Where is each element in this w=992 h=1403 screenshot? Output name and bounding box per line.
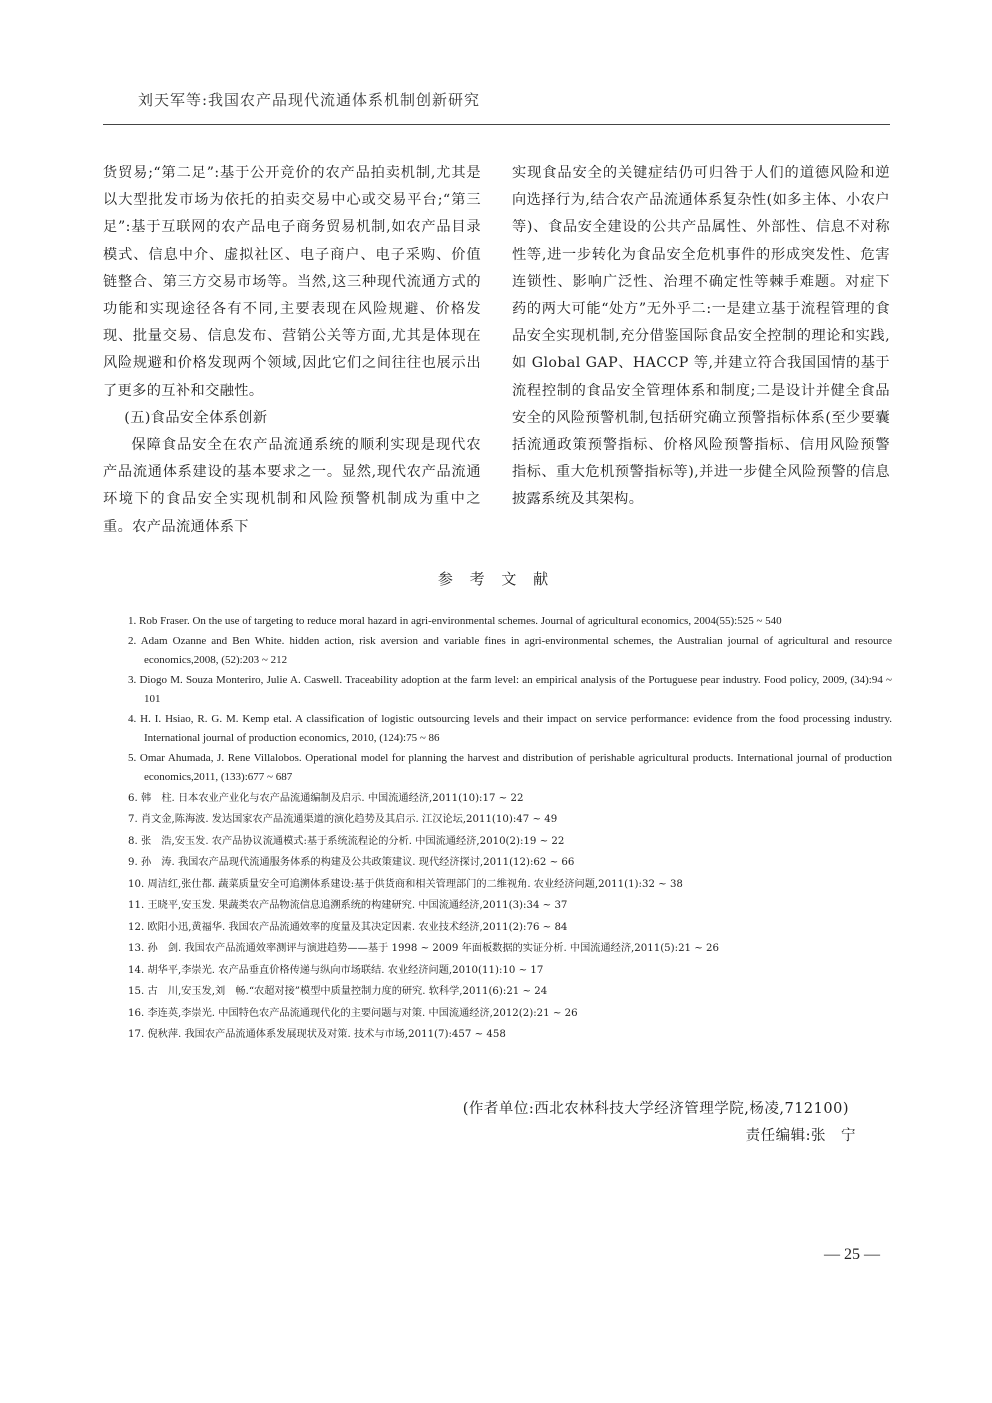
paragraph-circulation-modes: 货贸易;“第二足”:基于公开竞价的农产品拍卖机制,尤其是以大型批发市场为依托的拍卖交易中心或交易平台;“第三足”:基于互联网的农产品电子商务贸易机制,如农产品目录模式、信息中介、虚拟社区、电子商户、电子采购、价值链整合、第三方交易市场等。当然,这三种现代流通方式的功能和实现途径各有不同,主要表现在风险规避、价格发现、批量交易、信息发布、营销公关等方面,尤其是体现在风险规避和价格发现两个领域,因此它们之间往往也展示出了更多的互补和交融性。 <box>103 165 481 399</box>
running-title: 刘天军等:我国农产品现代流通体系机制创新研究 <box>138 91 481 109</box>
reference-item: 10. 周洁红,张仕都. 蔬菜质量安全可追溯体系建设:基于供货商和相关管理部门的二维视角. 农业经济问题,2011(1):32 ~ 38 <box>128 878 683 890</box>
reference-item: 4. H. I. Hsiao, R. G. M. Kemp etal. A classification of logistic outsourcing levels and their impact on service performance: evidence from the food processing industry. International journal of production economics, 2010, (124):75 ~ 86 <box>128 712 892 744</box>
reference-item: 8. 张 浩,安玉发. 农产品协议流通模式:基于系统流程论的分析. 中国流通经济,2010(2):19 ~ 22 <box>128 835 565 847</box>
reference-item: 5. Omar Ahumada, J. Rene Villalobos. Operational model for planning the harvest and distribution of perishable agricultural products. International journal of production economics,2011, (133):677 ~ 687 <box>128 751 892 783</box>
page-number: — 25 — <box>824 1246 880 1263</box>
reference-item: 11. 王晓平,安玉发. 果蔬类农产品物流信息追溯系统的构建研究. 中国流通经济,2011(3):34 ~ 37 <box>128 900 568 911</box>
reference-item: 3. Diogo M. Souza Monteriro, Julie A. Caswell. Traceability adoption at the farm level: an empirical analysis of the Portuguese pear industry. Food policy, 2009, (34):94 ~ 101 <box>128 673 892 705</box>
paragraph-food-safety-intro: 保障食品安全在农产品流通系统的顺利实现是现代农产品流通体系建设的基本要求之一。显然,现代农产品流通环境下的食品安全实现机制和风险预警机制成为重中之重。农产品流通体系下 <box>103 437 481 535</box>
right-column <box>512 160 890 514</box>
references-list <box>128 612 892 1046</box>
reference-item: 7. 肖文金,陈海波. 发达国家农产品流通渠道的演化趋势及其启示. 江汉论坛,2011(10):47 ~ 49 <box>128 814 558 825</box>
responsible-editor: 责任编辑:张 宁 <box>745 1128 856 1144</box>
header-rule <box>103 124 890 125</box>
reference-item: 2. Adam Ozanne and Ben White. hidden action, risk aversion and variable fines in agri-environmental schemes, the Australian journal of agricultural and resource economics,2008, (52):203 ~ 212 <box>128 634 892 666</box>
reference-item: 9. 孙 涛. 我国农产品现代流通服务体系的构建及公共政策建议. 现代经济探讨,2011(12):62 ~ 66 <box>128 857 575 868</box>
reference-item: 1. Rob Fraser. On the use of targeting to reduce moral hazard in agri-environmental schemes. Journal of agricultural economics, 2004(55):525 ~ 540 <box>128 615 782 627</box>
reference-item: 12. 欧阳小迅,黄福华. 我国农产品流通效率的度量及其决定因素. 农业技术经济,2011(2):76 ~ 84 <box>128 921 568 933</box>
reference-item: 6. 韩 柱. 日本农业产业化与农产品流通编制及启示. 中国流通经济,2011(10):17 ~ 22 <box>128 792 524 804</box>
paragraph-food-safety-measures: 实现食品安全的关键症结仍可归咎于人们的道德风险和逆向选择行为,结合农产品流通体系复杂性(如多主体、小农户等)、食品安全建设的公共产品属性、外部性、信息不对称性等,进一步转化为食品安全危机事件的形成突发性、危害连锁性、影响广泛性、治理不确定性等棘手难题。对症下药的两大可能“处方”无外乎二:一是建立基于流程管理的食品安全实现机制,充分借鉴国际食品安全控制的理论和实践,如 Global GAP、HACCP 等,并建立符合我国国情的基于流程控制的食品安全管理体系和制度;二是设计并健全食品安全的风险预警机制,包括研究确立预警指标体系(至少要囊括流通政策预警指标、价格风险预警指标、信用风险预警指标、重大危机预警指标等),并进一步健全风险预警的信息披露系统及其架构。 <box>512 165 890 508</box>
references-title: 参 考 文 献 <box>437 570 555 588</box>
left-column <box>103 160 481 541</box>
reference-item: 15. 古 川,安玉发,刘 畅.“农超对接”模型中质量控制力度的研究. 软科学,2011(6):21 ~ 24 <box>128 986 548 997</box>
reference-item: 16. 李连英,李崇光. 中国特色农产品流通现代化的主要问题与对策. 中国流通经济,2012(2):21 ~ 26 <box>128 1007 578 1019</box>
reference-item: 13. 孙 剑. 我国农产品流通效率测评与演进趋势——基于 1998 ~ 2009 年面板数据的实证分析. 中国流通经济,2011(5):21 ~ 26 <box>128 943 720 954</box>
author-affiliation: (作者单位:西北农林科技大学经济管理学院,杨凌,712100) <box>462 1101 849 1117</box>
section-heading-food-safety: (五)食品安全体系创新 <box>124 409 268 426</box>
reference-item: 14. 胡华平,李崇光. 农产品垂直价格传递与纵向市场联结. 农业经济问题,2010(11):10 ~ 17 <box>128 964 544 976</box>
reference-item: 17. 倪秋萍. 我国农产品流通体系发展现状及对策. 技术与市场,2011(7):457 ~ 458 <box>128 1029 506 1040</box>
